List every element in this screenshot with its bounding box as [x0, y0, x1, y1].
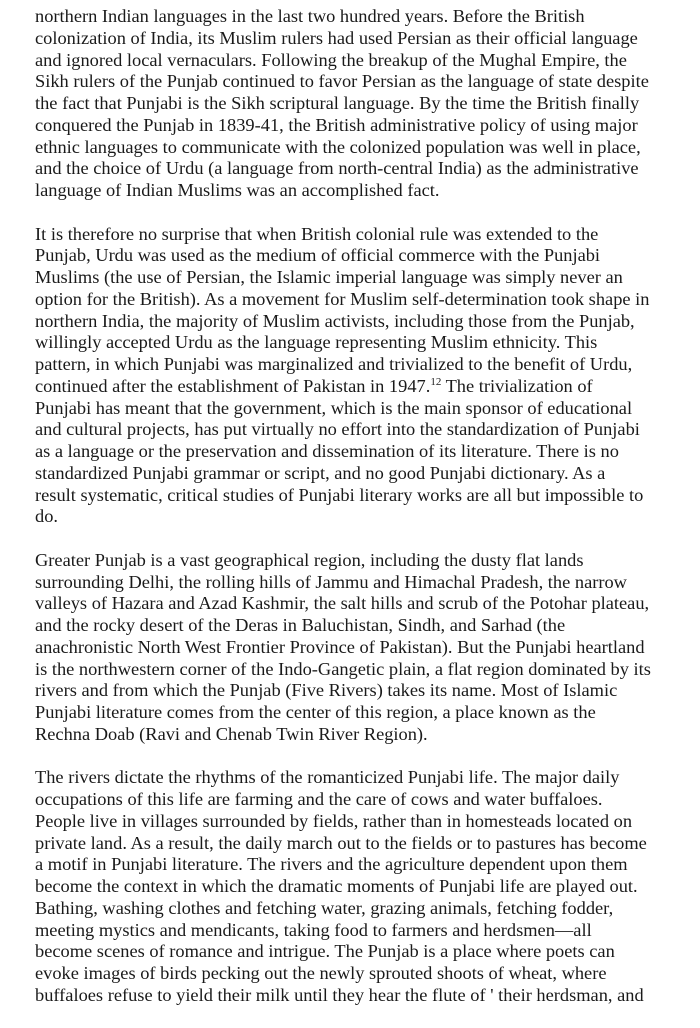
paragraph-rivers: The rivers dictate the rhythms of the romanticized Punjabi life. The major daily occupations of this life are farming and the care of cows and water buffaloes. People live in villages surrounded by fields, rather than in homesteads located on private land. As a result, the daily march out to the fields or to pastures has become a motif in Punjabi literature. The rivers and the agriculture dependent upon them become the context in which the dramatic moments of Punjabi life are played out. Bathing, washing clothes and fetching water, grazing animals, fetching fodder, meeting mystics and mendicants, taking food to farmers and herdsmen—all become scenes of romance and intrigue. The Punjab is a place where poets can evoke images of birds pecking out the newly sprouted shoots of wheat, where buffaloes refuse to yield their milk until they hear the flute of ' their herdsman, and [35, 767, 647, 1005]
paragraph-greater-punjab: Greater Punjab is a vast geographical region, including the dusty flat lands surrounding Delhi, the rolling hills of Jammu and Himachal Pradesh, the narrow valleys of Hazara and Azad Kashmir, the salt hills and scrub of the Potohar plateau, and the rocky desert of the Deras in Baluchistan, Sindh, and Sarhad (the anachronistic North West Frontier Province of Pakistan). But the Punjabi heartland is the northwestern corner of the Indo-Gangetic plain, a flat region dominated by its rivers and from which the Punjab (Five Rivers) takes its name. Most of Islamic Punjabi literature comes from the center of this region, a place known as the Rechna Doab (Ravi and Chenab Twin River Region). [35, 549, 651, 744]
footnote-reference[interactable]: 12 [430, 375, 442, 388]
paragraph-language-history: northern Indian languages in the last two hundred years. Before the British colonization of India, its Muslim rulers had used Persian as their official language and ignored local vernaculars. Following the breakup of the Mughal Empire, the Sikh rulers of the Punjab continued to favor Persian as the language of state despite the fact that Punjabi is the Sikh scriptural language. By the time the British finally conquered the Punjab in 1839-41, the British administrative policy of using major ethnic languages to communicate with the colonized population was well in place, and the choice of Urdu (a language from north-central India) as the administrative language of Indian Muslims was an accomplished fact. [35, 6, 649, 200]
document-page [35, 6, 675, 1028]
paragraph-urdu-punjab [35, 224, 675, 529]
paragraph-text: The trivialization of Punjabi has meant that the government, which is the main sponsor of educational and cultural projects, has put virtually no effort into the standardization of Punjabi as a language or the preservation and dissemination of its literature. There is no standardized Punjabi grammar or script, and no good Punjabi dictionary. As a result systematic, critical studies of Punjabi literary works are all but impossible to do. [35, 375, 644, 527]
paragraph-text: It is therefore no surprise that when British colonial rule was extended to the Punjab, Urdu was used as the medium of official commerce with the Punjabi Muslims (the use of Persian, the Islamic imperial language was simply never an option for the British). As a movement for Muslim self-determination took shape in northern India, the majority of Muslim activists, including those from the Punjab, willingly accepted Urdu as the language representing Muslim ethnicity. This pattern, in which Punjabi was marginalized and trivialized to the benefit of Urdu, continued after the establishment of Pakistan in 1947. [35, 223, 650, 396]
